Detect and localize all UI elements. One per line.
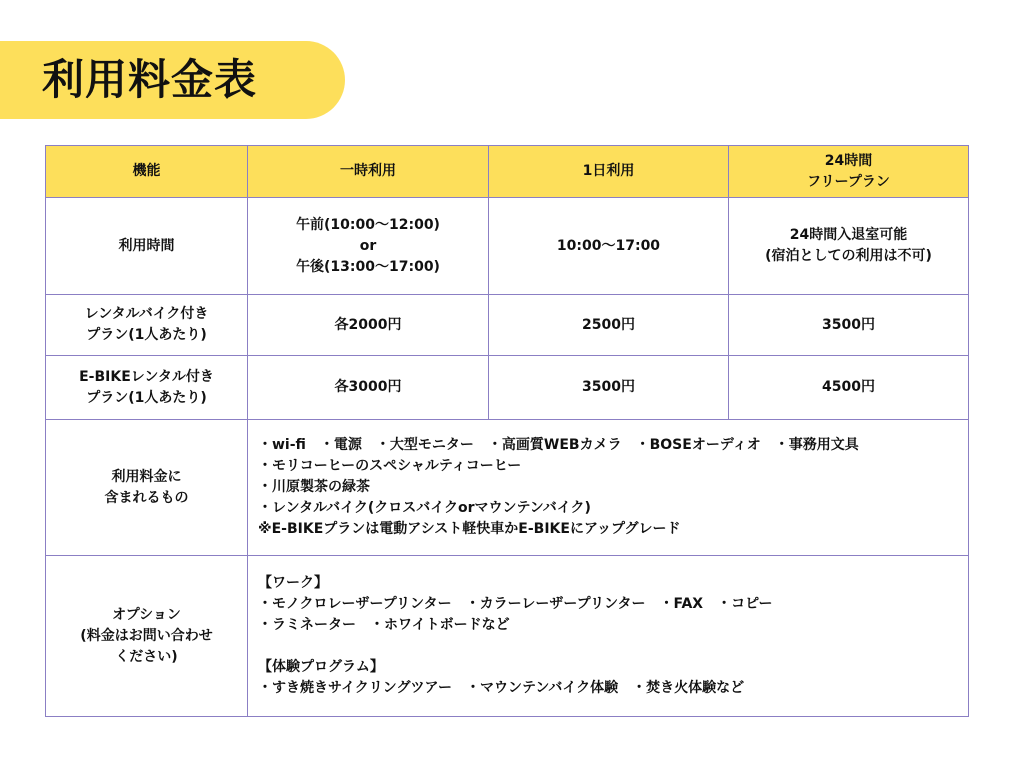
row-label-bike-plan: レンタルバイク付き プラン(1人あたり) — [46, 295, 248, 356]
included-items: ・wi-fi ・電源 ・大型モニター ・高画質WEBカメラ ・BOSEオーディオ ・事務用文具 ・モリコーヒーのスペシャルティコーヒー ・川原製茶の緑茶 ・レンタルバイク(クロスバイクorマウンテンバイク) ※E-BIKEプランは電動アシスト軽快車かE-BIKEにアップグレード — [248, 420, 969, 556]
header-temporary-use: 一時利用 — [248, 146, 489, 198]
ebike-plan-temporary-price: 各3000円 — [248, 356, 489, 420]
page-title: 利用料金表 — [42, 55, 258, 104]
bike-plan-one-day-price: 2500円 — [489, 295, 729, 356]
hours-one-day: 10:00〜17:00 — [489, 198, 729, 295]
ebike-plan-24h-price: 4500円 — [729, 356, 969, 420]
table-row — [46, 420, 969, 556]
table-header-row — [46, 146, 969, 198]
header-one-day-use: 1日利用 — [489, 146, 729, 198]
table-row — [46, 556, 969, 717]
bike-plan-24h-price: 3500円 — [729, 295, 969, 356]
fee-table — [45, 145, 969, 717]
header-24h-free-plan: 24時間 フリープラン — [729, 146, 969, 198]
hours-temporary: 午前(10:00〜12:00) or 午後(13:00〜17:00) — [248, 198, 489, 295]
row-label-hours: 利用時間 — [46, 198, 248, 295]
hours-24h: 24時間入退室可能 (宿泊としての利用は不可) — [729, 198, 969, 295]
table-row — [46, 295, 969, 356]
row-label-ebike-plan: E-BIKEレンタル付き プラン(1人あたり) — [46, 356, 248, 420]
ebike-plan-one-day-price: 3500円 — [489, 356, 729, 420]
option-items: 【ワーク】 ・モノクロレーザープリンター ・カラーレーザープリンター ・FAX ・コピー ・ラミネーター ・ホワイトボードなど 【体験プログラム】 ・すき焼きサイクリングツアー ・マウンテンバイク体験 ・焚き火体験など — [248, 556, 969, 717]
row-label-options: オプション (料金はお問い合わせ ください) — [46, 556, 248, 717]
bike-plan-temporary-price: 各2000円 — [248, 295, 489, 356]
table-row — [46, 356, 969, 420]
row-label-included: 利用料金に 含まれるもの — [46, 420, 248, 556]
header-feature: 機能 — [46, 146, 248, 198]
table-row — [46, 198, 969, 295]
